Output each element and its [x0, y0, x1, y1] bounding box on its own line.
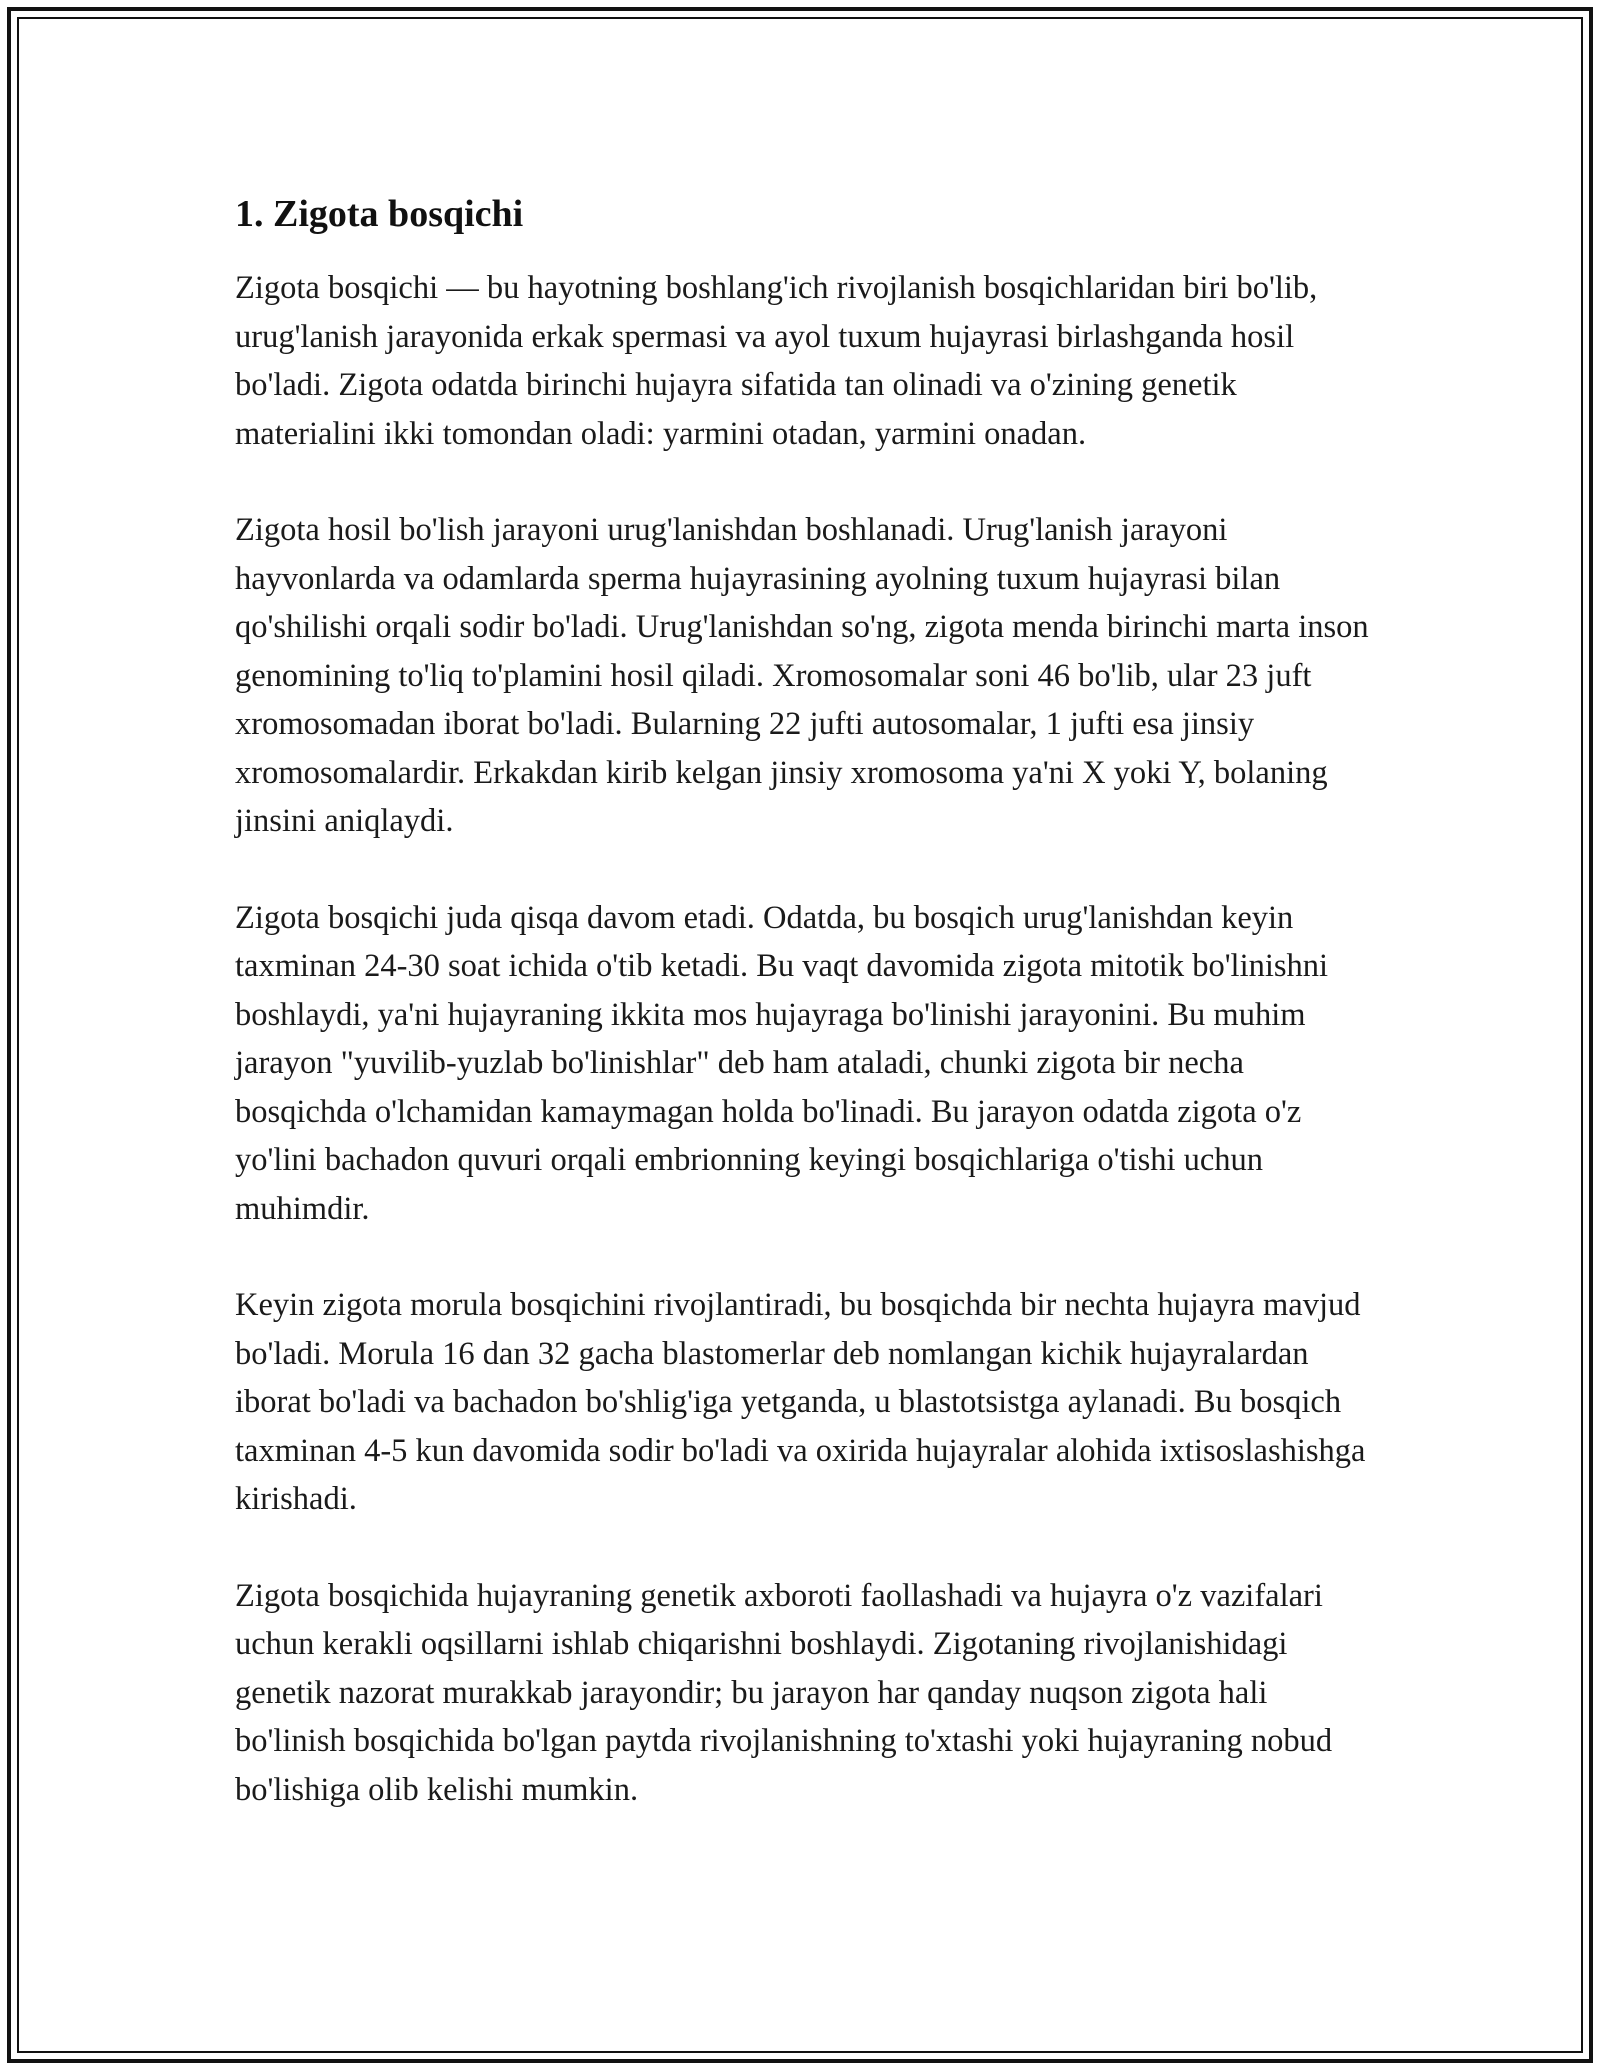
document-body	[235, 186, 1375, 1862]
paragraph-5: Zigota bosqichida hujayraning genetik axboroti faollashadi va hujayra o'z vazifalari uchun kerakli oqsillarni ishlab chiqarishni boshlaydi. Zigotaning rivojlanishidagi genetik nazorat murakkab jarayondir; bu jarayon har qanday nuqson zigota hali bo'linish bosqichida bo'lgan paytda rivojlanishning to'xtashi yoki hujayraning nobud bo'lishiga olib kelishi mumkin.	[235, 1577, 1333, 1808]
paragraph-1: Zigota bosqichi — bu hayotning boshlang'ich rivojlanish bosqichlaridan biri bo'lib, urug'lanish jarayonida erkak spermasi va ayol tuxum hujayrasi birlashganda hosil bo'ladi. Zigota odatda birinchi hujayra sifatida tan olinadi va o'zining genetik materialini ikki tomondan oladi: yarmini otadan, yarmini onadan.	[235, 270, 1318, 452]
paragraph-3: Zigota bosqichi juda qisqa davom etadi. Odatda, bu bosqich urug'lanishdan keyin taxminan 24-30 soat ichida o'tib ketadi. Bu vaqt davomida zigota mitotik bo'linishni boshlaydi, ya'ni hujayraning ikkita mos hujayraga bo'linishi jarayonini. Bu muhim jarayon "yuvilib-yuzlab bo'linishlar" deb ham ataladi, chunki zigota bir necha bosqichda o'lchamidan kamaymagan holda bo'linadi. Bu jarayon odatda zigota o'z yo'lini bachadon quvuri orqali embrionning keyingi bosqichlariga o'tishi uchun muhimdir.	[235, 899, 1329, 1227]
section-heading: 1. Zigota bosqichi	[235, 193, 524, 235]
paragraph-2: Zigota hosil bo'lish jarayoni urug'lanishdan boshlanadi. Urug'lanish jarayoni hayvonlarda va odamlarda sperma hujayrasining ayolning tuxum hujayrasi bilan qo'shilishi orqali sodir bo'ladi. Urug'lanishdan so'ng, zigota menda birinchi marta inson genomining to'liq to'plamini hosil qiladi. Xromosomalar soni 46 bo'lib, ular 23 juft xromosomadan iborat bo'ladi. Bularning 22 jufti autosomalar, 1 jufti esa jinsiy xromosomalardir. Erkakdan kirib kelgan jinsiy xromosoma ya'ni X yoki Y, bolaning jinsini aniqlaydi.	[235, 512, 1369, 839]
paragraph-4: Keyin zigota morula bosqichini rivojlantiradi, bu bosqichda bir nechta hujayra mavjud bo'ladi. Morula 16 dan 32 gacha blastomerlar deb nomlangan kichik hujayralardan iborat bo'ladi va bachadon bo'shlig'iga yetganda, u blastotsistga aylanadi. Bu bosqich taxminan 4-5 kun davomida sodir bo'ladi va oxirida hujayralar alohida ixtisoslashishga kirishadi.	[235, 1287, 1366, 1517]
